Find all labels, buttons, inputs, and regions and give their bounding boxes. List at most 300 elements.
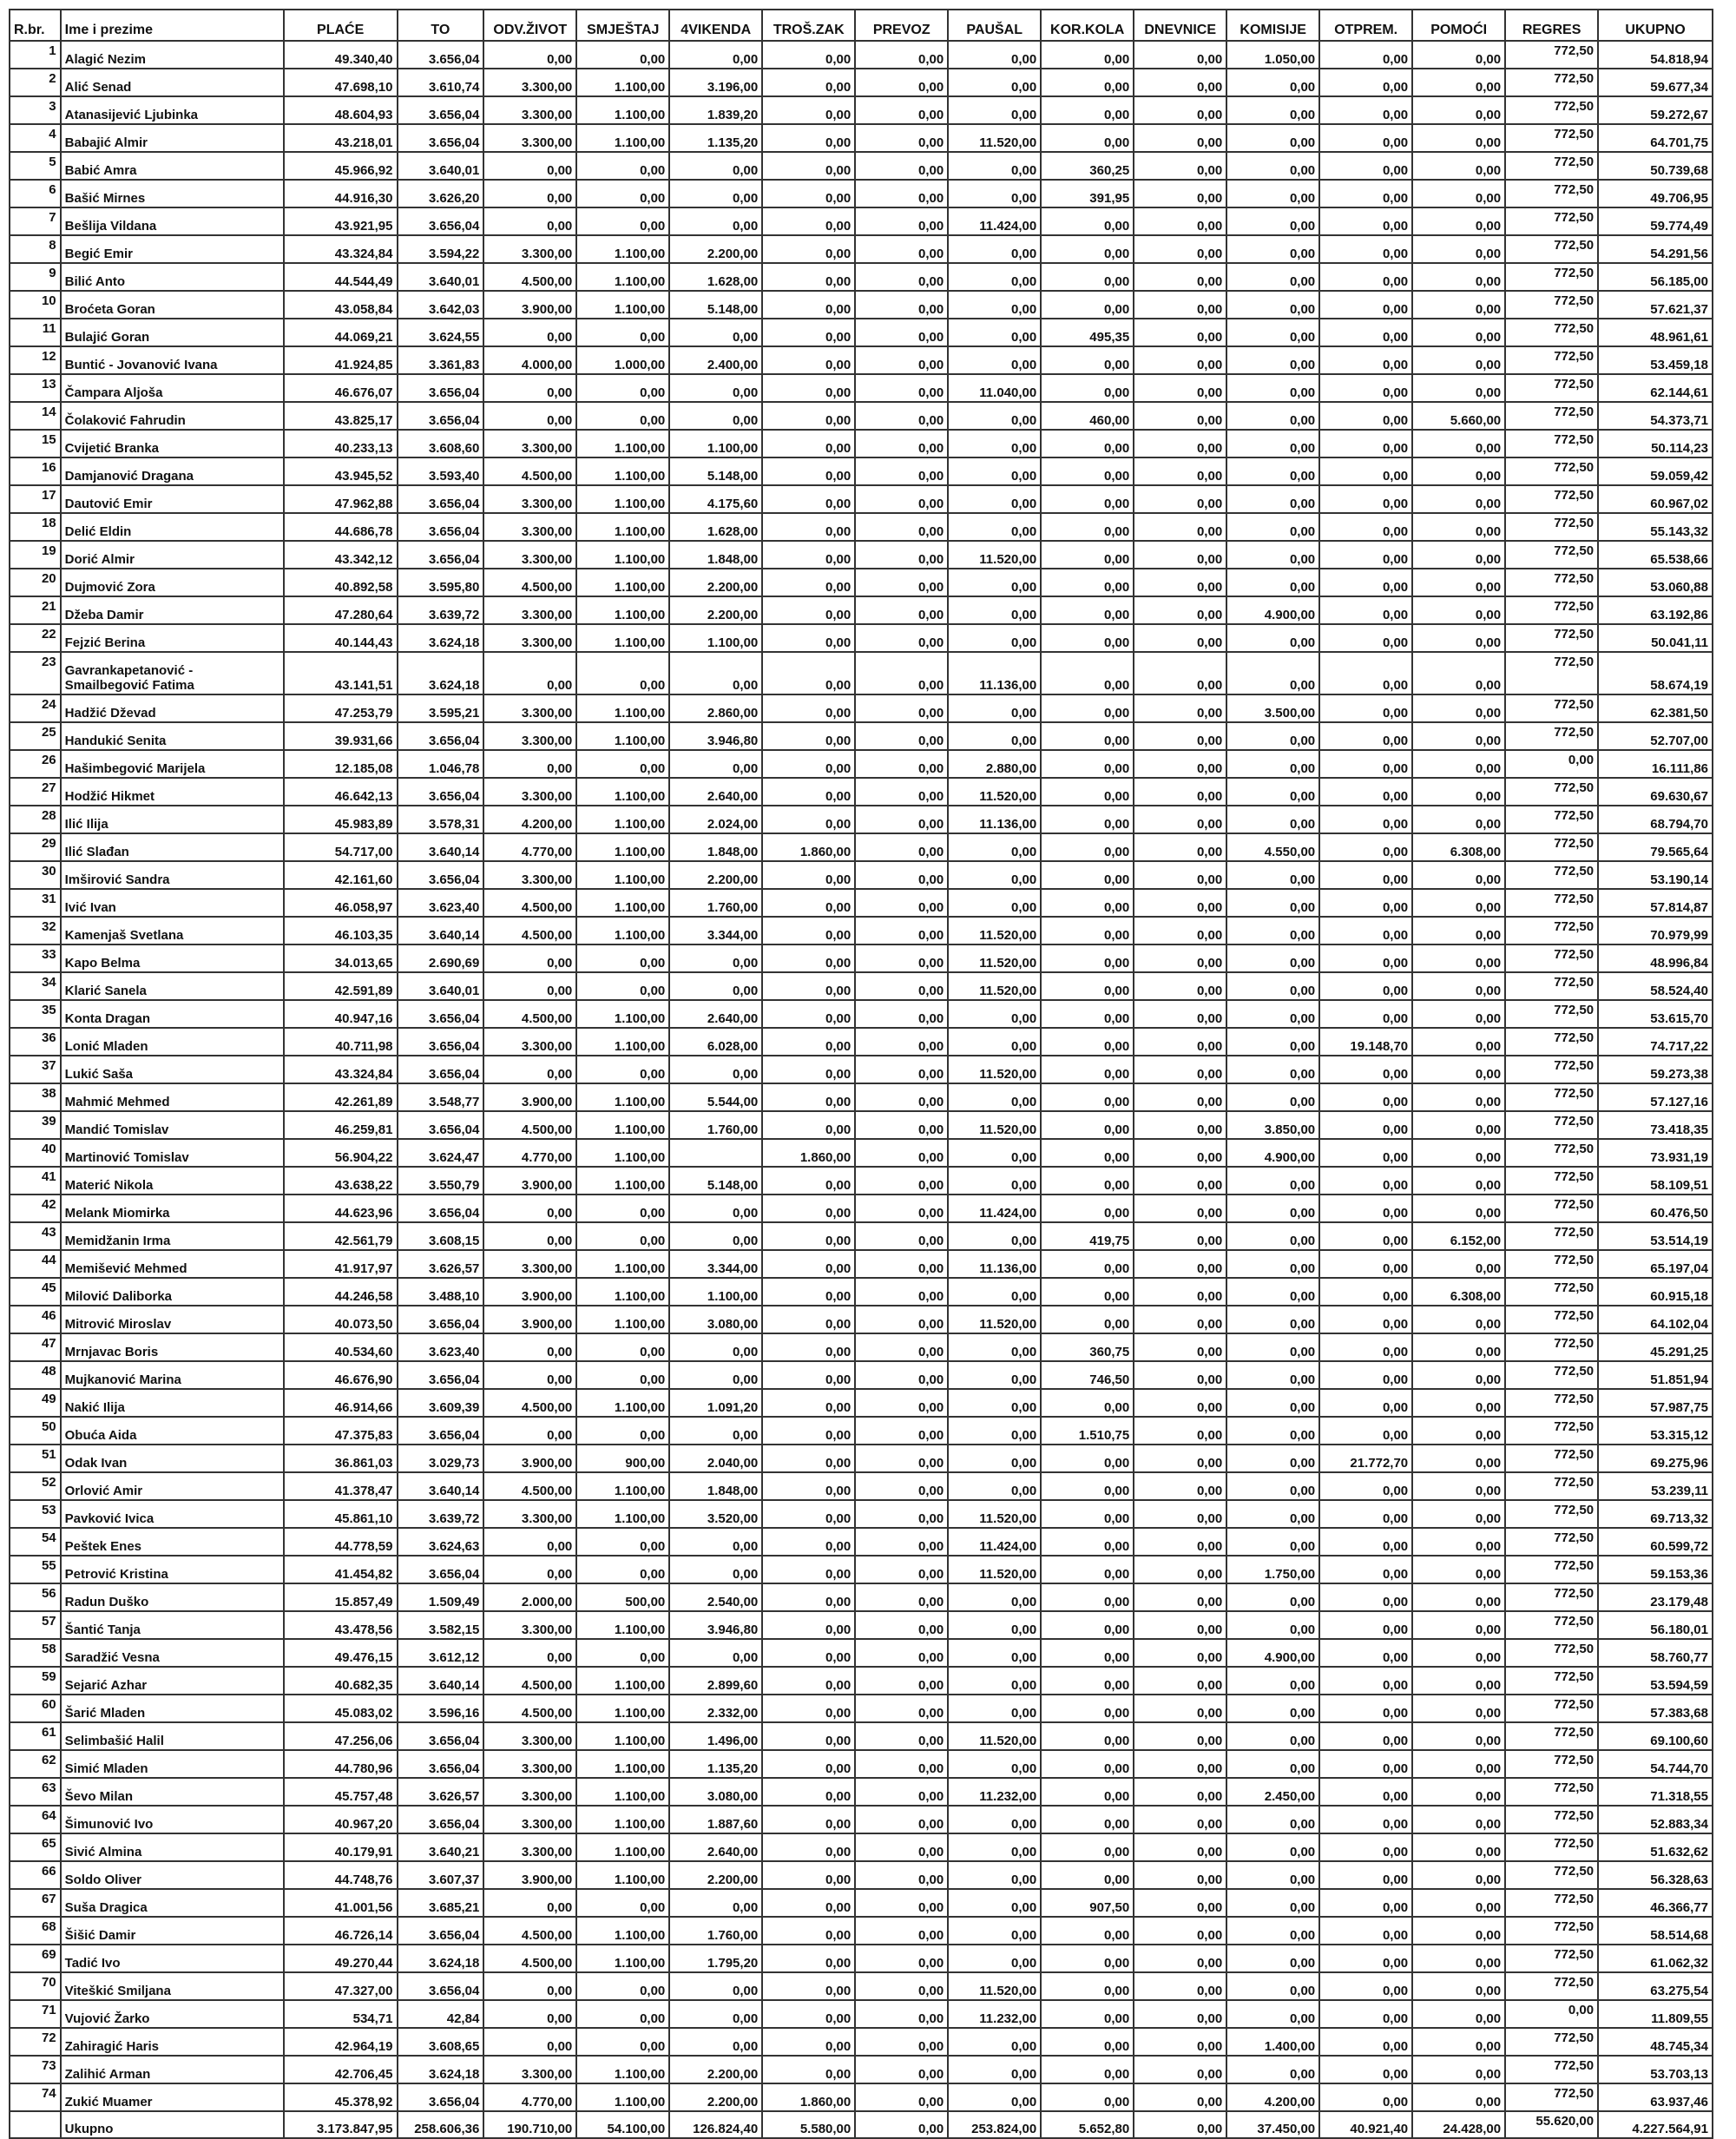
cell-pausal: 0,00 [948, 569, 1041, 596]
cell-smjestaj: 1.100,00 [576, 485, 669, 513]
cell-otprem: 0,00 [1319, 1972, 1412, 2000]
cell-otprem: 0,00 [1319, 541, 1412, 569]
cell-pomoci: 0,00 [1412, 1000, 1505, 1028]
cell-komisije: 37.450,00 [1226, 2111, 1319, 2138]
cell-ukupno: 65.538,66 [1598, 541, 1713, 569]
cell-smjestaj: 1.100,00 [576, 1028, 669, 1056]
cell-4vikenda: 3.946,80 [669, 722, 762, 750]
cell-komisije: 0,00 [1226, 541, 1319, 569]
cell-to: 3.488,10 [398, 1278, 484, 1306]
cell-pausal: 0,00 [948, 1445, 1041, 1472]
cell-pomoci: 0,00 [1412, 1028, 1505, 1056]
cell-kor-kola: 0,00 [1041, 1583, 1134, 1611]
cell-pomoci: 0,00 [1412, 180, 1505, 207]
cell-smjestaj: 1.100,00 [576, 1000, 669, 1028]
cell-ukupno: 65.197,04 [1598, 1250, 1713, 1278]
cell-4vikenda: 126.824,40 [669, 2111, 762, 2138]
cell-rbr: 35 [10, 1000, 61, 1028]
cell-pomoci: 0,00 [1412, 2000, 1505, 2028]
cell-name: Lonić Mladen [61, 1028, 284, 1056]
cell-pomoci: 0,00 [1412, 596, 1505, 624]
cell-tros-zak: 0,00 [762, 1806, 855, 1833]
cell-komisije: 4.200,00 [1226, 2083, 1319, 2111]
cell-to: 3.640,01 [398, 263, 484, 291]
cell-otprem: 0,00 [1319, 1056, 1412, 1083]
col-header-place: PLAĆE [284, 10, 398, 41]
cell-tros-zak: 0,00 [762, 1278, 855, 1306]
cell-tros-zak: 0,00 [762, 513, 855, 541]
table-row [10, 1083, 1713, 1111]
cell-rbr: 64 [10, 1806, 61, 1833]
cell-tros-zak: 0,00 [762, 889, 855, 917]
cell-ukupno: 59.273,38 [1598, 1056, 1713, 1083]
cell-place: 39.931,66 [284, 722, 398, 750]
cell-to: 3.656,04 [398, 1195, 484, 1222]
cell-pausal: 0,00 [948, 263, 1041, 291]
cell-4vikenda: 2.640,00 [669, 778, 762, 806]
cell-rbr: 8 [10, 235, 61, 263]
cell-regres: 772,50 [1505, 235, 1598, 263]
cell-to: 3.685,21 [398, 1889, 484, 1917]
cell-to: 3.656,04 [398, 1056, 484, 1083]
cell-4vikenda: 0,00 [669, 1361, 762, 1389]
cell-smjestaj: 1.100,00 [576, 2056, 669, 2083]
cell-place: 40.947,16 [284, 1000, 398, 1028]
cell-ukupno: 4.227.564,91 [1598, 2111, 1713, 2138]
cell-tros-zak: 0,00 [762, 430, 855, 457]
cell-smjestaj: 1.100,00 [576, 1667, 669, 1695]
table-row [10, 1445, 1713, 1472]
cell-otprem: 0,00 [1319, 1500, 1412, 1528]
cell-place: 43.324,84 [284, 1056, 398, 1083]
cell-otprem: 0,00 [1319, 2056, 1412, 2083]
cell-komisije: 2.450,00 [1226, 1778, 1319, 1806]
cell-kor-kola: 0,00 [1041, 1833, 1134, 1861]
cell-pomoci: 0,00 [1412, 1583, 1505, 1611]
table-row [10, 69, 1713, 96]
cell-pausal: 0,00 [948, 1695, 1041, 1722]
table-row [10, 596, 1713, 624]
cell-odv-zivot: 3.300,00 [483, 1722, 576, 1750]
cell-prevoz: 0,00 [855, 1139, 948, 1167]
cell-kor-kola: 0,00 [1041, 1972, 1134, 2000]
cell-tros-zak: 0,00 [762, 2000, 855, 2028]
cell-prevoz: 0,00 [855, 1639, 948, 1667]
cell-dnevnice: 0,00 [1134, 2056, 1226, 2083]
cell-komisije: 0,00 [1226, 1417, 1319, 1445]
cell-regres: 772,50 [1505, 541, 1598, 569]
cell-otprem: 0,00 [1319, 1417, 1412, 1445]
cell-kor-kola: 0,00 [1041, 917, 1134, 944]
cell-dnevnice: 0,00 [1134, 1222, 1226, 1250]
cell-dnevnice: 0,00 [1134, 778, 1226, 806]
cell-pomoci: 0,00 [1412, 1167, 1505, 1195]
table-row [10, 1111, 1713, 1139]
cell-pomoci: 0,00 [1412, 1945, 1505, 1972]
cell-prevoz: 0,00 [855, 1278, 948, 1306]
cell-place: 45.861,10 [284, 1500, 398, 1528]
cell-odv-zivot: 3.300,00 [483, 430, 576, 457]
table-row [10, 457, 1713, 485]
cell-ukupno: 64.102,04 [1598, 1306, 1713, 1333]
cell-otprem: 0,00 [1319, 596, 1412, 624]
cell-regres: 772,50 [1505, 1861, 1598, 1889]
cell-dnevnice: 0,00 [1134, 1250, 1226, 1278]
cell-rbr: 7 [10, 207, 61, 235]
cell-regres: 772,50 [1505, 1222, 1598, 1250]
cell-komisije: 0,00 [1226, 1056, 1319, 1083]
cell-name: Mahmić Mehmed [61, 1083, 284, 1111]
cell-regres: 772,50 [1505, 861, 1598, 889]
cell-dnevnice: 0,00 [1134, 833, 1226, 861]
cell-4vikenda: 0,00 [669, 1056, 762, 1083]
cell-tros-zak: 0,00 [762, 917, 855, 944]
cell-place: 40.892,58 [284, 569, 398, 596]
cell-otprem: 0,00 [1319, 1833, 1412, 1861]
cell-smjestaj: 0,00 [576, 180, 669, 207]
cell-pomoci: 0,00 [1412, 917, 1505, 944]
cell-otprem: 0,00 [1319, 1750, 1412, 1778]
cell-odv-zivot: 0,00 [483, 1222, 576, 1250]
cell-4vikenda: 1.135,20 [669, 124, 762, 152]
cell-dnevnice: 0,00 [1134, 1889, 1226, 1917]
cell-smjestaj: 0,00 [576, 1195, 669, 1222]
cell-4vikenda: 0,00 [669, 1972, 762, 2000]
cell-smjestaj: 1.100,00 [576, 1306, 669, 1333]
cell-smjestaj: 0,00 [576, 402, 669, 430]
cell-odv-zivot: 3.300,00 [483, 513, 576, 541]
cell-rbr: 55 [10, 1556, 61, 1583]
table-row [10, 346, 1713, 374]
cell-komisije: 0,00 [1226, 1445, 1319, 1472]
cell-pausal: 11.136,00 [948, 652, 1041, 694]
cell-place: 40.967,20 [284, 1806, 398, 1833]
cell-kor-kola: 0,00 [1041, 624, 1134, 652]
cell-tros-zak: 0,00 [762, 1778, 855, 1806]
cell-place: 49.270,44 [284, 1945, 398, 1972]
cell-dnevnice: 0,00 [1134, 1056, 1226, 1083]
cell-pausal: 11.520,00 [948, 1556, 1041, 1583]
cell-dnevnice: 0,00 [1134, 2028, 1226, 2056]
table-row [10, 41, 1713, 69]
cell-rbr: 11 [10, 319, 61, 346]
cell-rbr: 18 [10, 513, 61, 541]
cell-pausal: 11.232,00 [948, 2000, 1041, 2028]
cell-rbr: 72 [10, 2028, 61, 2056]
table-row [10, 889, 1713, 917]
cell-prevoz: 0,00 [855, 778, 948, 806]
cell-prevoz: 0,00 [855, 917, 948, 944]
cell-tros-zak: 0,00 [762, 235, 855, 263]
cell-prevoz: 0,00 [855, 1583, 948, 1611]
cell-name: Cvijetić Branka [61, 430, 284, 457]
cell-name: Ivić Ivan [61, 889, 284, 917]
cell-otprem: 0,00 [1319, 374, 1412, 402]
cell-komisije: 0,00 [1226, 1083, 1319, 1111]
cell-komisije: 0,00 [1226, 485, 1319, 513]
cell-pomoci: 0,00 [1412, 1611, 1505, 1639]
cell-ukupno: 63.275,54 [1598, 1972, 1713, 2000]
cell-pausal: 0,00 [948, 2083, 1041, 2111]
cell-smjestaj: 1.100,00 [576, 596, 669, 624]
cell-smjestaj: 1.100,00 [576, 806, 669, 833]
cell-to: 3.656,04 [398, 1417, 484, 1445]
cell-rbr [10, 2111, 61, 2138]
cell-to: 3.607,37 [398, 1861, 484, 1889]
cell-kor-kola: 0,00 [1041, 2083, 1134, 2111]
cell-odv-zivot: 4.000,00 [483, 346, 576, 374]
cell-name: Suša Dragica [61, 1889, 284, 1917]
cell-rbr: 29 [10, 833, 61, 861]
cell-to: 3.582,15 [398, 1611, 484, 1639]
cell-pausal: 0,00 [948, 2056, 1041, 2083]
cell-name: Peštek Enes [61, 1528, 284, 1556]
cell-odv-zivot: 3.300,00 [483, 722, 576, 750]
cell-pomoci: 6.152,00 [1412, 1222, 1505, 1250]
cell-4vikenda: 1.100,00 [669, 624, 762, 652]
cell-place: 43.141,51 [284, 652, 398, 694]
table-row [10, 1333, 1713, 1361]
cell-to: 3.623,40 [398, 1333, 484, 1361]
cell-name: Materić Nikola [61, 1167, 284, 1195]
cell-dnevnice: 0,00 [1134, 1695, 1226, 1722]
cell-smjestaj: 1.100,00 [576, 96, 669, 124]
cell-name: Mujkanović Marina [61, 1361, 284, 1389]
cell-prevoz: 0,00 [855, 2083, 948, 2111]
cell-prevoz: 0,00 [855, 1056, 948, 1083]
cell-tros-zak: 0,00 [762, 861, 855, 889]
cell-odv-zivot: 0,00 [483, 1056, 576, 1083]
cell-regres: 772,50 [1505, 1472, 1598, 1500]
table-row [10, 180, 1713, 207]
cell-pausal: 0,00 [948, 1667, 1041, 1695]
cell-pausal: 0,00 [948, 1361, 1041, 1389]
table-row [10, 917, 1713, 944]
cell-ukupno: 59.677,34 [1598, 69, 1713, 96]
cell-regres: 772,50 [1505, 513, 1598, 541]
cell-kor-kola: 0,00 [1041, 541, 1134, 569]
cell-4vikenda: 2.200,00 [669, 1861, 762, 1889]
cell-regres: 772,50 [1505, 917, 1598, 944]
cell-place: 44.623,96 [284, 1195, 398, 1222]
cell-pomoci: 0,00 [1412, 1417, 1505, 1445]
cell-tros-zak: 0,00 [762, 944, 855, 972]
cell-4vikenda: 0,00 [669, 1417, 762, 1445]
cell-ukupno: 53.190,14 [1598, 861, 1713, 889]
cell-komisije: 0,00 [1226, 513, 1319, 541]
cell-komisije: 0,00 [1226, 917, 1319, 944]
cell-pausal: 0,00 [948, 1639, 1041, 1667]
cell-smjestaj: 1.100,00 [576, 1111, 669, 1139]
cell-pomoci: 0,00 [1412, 1472, 1505, 1500]
cell-odv-zivot: 3.300,00 [483, 1750, 576, 1778]
cell-4vikenda: 0,00 [669, 944, 762, 972]
cell-komisije: 4.900,00 [1226, 1639, 1319, 1667]
cell-place: 40.233,13 [284, 430, 398, 457]
cell-smjestaj: 0,00 [576, 2028, 669, 2056]
cell-pomoci: 0,00 [1412, 722, 1505, 750]
cell-ukupno: 50.739,68 [1598, 152, 1713, 180]
cell-name: Čampara Aljoša [61, 374, 284, 402]
cell-regres: 772,50 [1505, 69, 1598, 96]
cell-odv-zivot: 0,00 [483, 1972, 576, 2000]
cell-ukupno: 60.599,72 [1598, 1528, 1713, 1556]
cell-4vikenda: 3.344,00 [669, 917, 762, 944]
cell-smjestaj: 0,00 [576, 652, 669, 694]
cell-regres: 772,50 [1505, 1417, 1598, 1445]
cell-4vikenda: 1.628,00 [669, 513, 762, 541]
cell-komisije: 0,00 [1226, 402, 1319, 430]
col-header-otprem: OTPREM. [1319, 10, 1412, 41]
cell-komisije: 0,00 [1226, 1611, 1319, 1639]
cell-name: Sejarić Azhar [61, 1667, 284, 1695]
cell-name: Martinović Tomislav [61, 1139, 284, 1167]
cell-otprem: 0,00 [1319, 1778, 1412, 1806]
cell-otprem: 0,00 [1319, 833, 1412, 861]
cell-to: 3.594,22 [398, 235, 484, 263]
cell-name: Zalihić Arman [61, 2056, 284, 2083]
cell-ukupno: 63.192,86 [1598, 596, 1713, 624]
cell-regres: 772,50 [1505, 430, 1598, 457]
cell-regres: 772,50 [1505, 2028, 1598, 2056]
cell-prevoz: 0,00 [855, 889, 948, 917]
cell-ukupno: 52.883,34 [1598, 1806, 1713, 1833]
cell-to: 3.656,04 [398, 778, 484, 806]
cell-ukupno: 23.179,48 [1598, 1583, 1713, 1611]
cell-ukupno: 58.760,77 [1598, 1639, 1713, 1667]
table-row [10, 1750, 1713, 1778]
cell-komisije: 0,00 [1226, 457, 1319, 485]
cell-prevoz: 0,00 [855, 41, 948, 69]
cell-otprem: 0,00 [1319, 972, 1412, 1000]
cell-tros-zak: 0,00 [762, 1333, 855, 1361]
cell-regres: 772,50 [1505, 180, 1598, 207]
cell-regres: 772,50 [1505, 2056, 1598, 2083]
col-header-prevoz: PREVOZ [855, 10, 948, 41]
cell-place: 44.544,49 [284, 263, 398, 291]
cell-ukupno: 62.381,50 [1598, 694, 1713, 722]
cell-place: 41.924,85 [284, 346, 398, 374]
cell-smjestaj: 0,00 [576, 2000, 669, 2028]
cell-prevoz: 0,00 [855, 1750, 948, 1778]
cell-pausal: 0,00 [948, 624, 1041, 652]
cell-kor-kola: 0,00 [1041, 96, 1134, 124]
cell-regres: 772,50 [1505, 1306, 1598, 1333]
cell-kor-kola: 0,00 [1041, 1056, 1134, 1083]
cell-otprem: 0,00 [1319, 1889, 1412, 1917]
cell-dnevnice: 0,00 [1134, 1556, 1226, 1583]
cell-prevoz: 0,00 [855, 1889, 948, 1917]
cell-tros-zak: 0,00 [762, 569, 855, 596]
cell-ukupno: 58.674,19 [1598, 652, 1713, 694]
cell-kor-kola: 0,00 [1041, 346, 1134, 374]
cell-odv-zivot: 0,00 [483, 180, 576, 207]
cell-4vikenda: 0,00 [669, 41, 762, 69]
cell-otprem: 0,00 [1319, 652, 1412, 694]
cell-dnevnice: 0,00 [1134, 694, 1226, 722]
cell-komisije: 0,00 [1226, 291, 1319, 319]
cell-regres: 772,50 [1505, 806, 1598, 833]
cell-komisije: 0,00 [1226, 207, 1319, 235]
cell-pausal: 11.520,00 [948, 1500, 1041, 1528]
cell-kor-kola: 0,00 [1041, 1528, 1134, 1556]
table-row [10, 1472, 1713, 1500]
cell-to: 2.690,69 [398, 944, 484, 972]
cell-tros-zak: 0,00 [762, 1000, 855, 1028]
cell-smjestaj: 1.100,00 [576, 1278, 669, 1306]
cell-tros-zak: 0,00 [762, 2028, 855, 2056]
cell-regres: 772,50 [1505, 1972, 1598, 2000]
col-header-pausal: PAUŠAL [948, 10, 1041, 41]
cell-to: 3.656,04 [398, 1361, 484, 1389]
cell-komisije: 0,00 [1226, 569, 1319, 596]
cell-otprem: 0,00 [1319, 1389, 1412, 1417]
cell-rbr: 6 [10, 180, 61, 207]
cell-smjestaj: 900,00 [576, 1445, 669, 1472]
cell-place: 43.058,84 [284, 291, 398, 319]
cell-pomoci: 0,00 [1412, 2083, 1505, 2111]
cell-prevoz: 0,00 [855, 652, 948, 694]
cell-kor-kola: 0,00 [1041, 1139, 1134, 1167]
cell-regres: 772,50 [1505, 2083, 1598, 2111]
cell-tros-zak: 0,00 [762, 806, 855, 833]
cell-smjestaj: 0,00 [576, 944, 669, 972]
cell-odv-zivot: 3.300,00 [483, 1611, 576, 1639]
cell-ukupno: 53.459,18 [1598, 346, 1713, 374]
cell-regres: 772,50 [1505, 1056, 1598, 1083]
cell-otprem: 0,00 [1319, 457, 1412, 485]
cell-kor-kola: 0,00 [1041, 2028, 1134, 2056]
cell-4vikenda: 0,00 [669, 207, 762, 235]
cell-rbr: 28 [10, 806, 61, 833]
cell-kor-kola: 0,00 [1041, 1778, 1134, 1806]
cell-otprem: 0,00 [1319, 2028, 1412, 2056]
cell-name: Saradžić Vesna [61, 1639, 284, 1667]
cell-ukupno: 45.291,25 [1598, 1333, 1713, 1361]
cell-kor-kola: 0,00 [1041, 694, 1134, 722]
cell-4vikenda: 1.760,00 [669, 1111, 762, 1139]
cell-pomoci: 0,00 [1412, 861, 1505, 889]
table-row [10, 541, 1713, 569]
cell-pausal: 11.136,00 [948, 806, 1041, 833]
cell-prevoz: 0,00 [855, 1528, 948, 1556]
cell-pomoci: 0,00 [1412, 1889, 1505, 1917]
col-header-ukupno: UKUPNO [1598, 10, 1713, 41]
total-row [10, 2111, 1713, 2138]
cell-otprem: 0,00 [1319, 1167, 1412, 1195]
cell-prevoz: 0,00 [855, 1861, 948, 1889]
cell-pausal: 0,00 [948, 41, 1041, 69]
cell-tros-zak: 0,00 [762, 1083, 855, 1111]
cell-ukupno: 16.111,86 [1598, 750, 1713, 778]
table-row [10, 1528, 1713, 1556]
cell-ukupno: 69.100,60 [1598, 1722, 1713, 1750]
cell-prevoz: 0,00 [855, 457, 948, 485]
cell-tros-zak: 0,00 [762, 1917, 855, 1945]
cell-ukupno: 68.794,70 [1598, 806, 1713, 833]
cell-prevoz: 0,00 [855, 1722, 948, 1750]
cell-to: 3.656,04 [398, 96, 484, 124]
cell-place: 56.904,22 [284, 1139, 398, 1167]
cell-pomoci: 0,00 [1412, 944, 1505, 972]
cell-prevoz: 0,00 [855, 806, 948, 833]
cell-odv-zivot: 3.300,00 [483, 69, 576, 96]
cell-smjestaj: 1.100,00 [576, 1167, 669, 1195]
cell-regres: 772,50 [1505, 1111, 1598, 1139]
table-row [10, 1833, 1713, 1861]
cell-prevoz: 0,00 [855, 1222, 948, 1250]
cell-otprem: 0,00 [1319, 207, 1412, 235]
